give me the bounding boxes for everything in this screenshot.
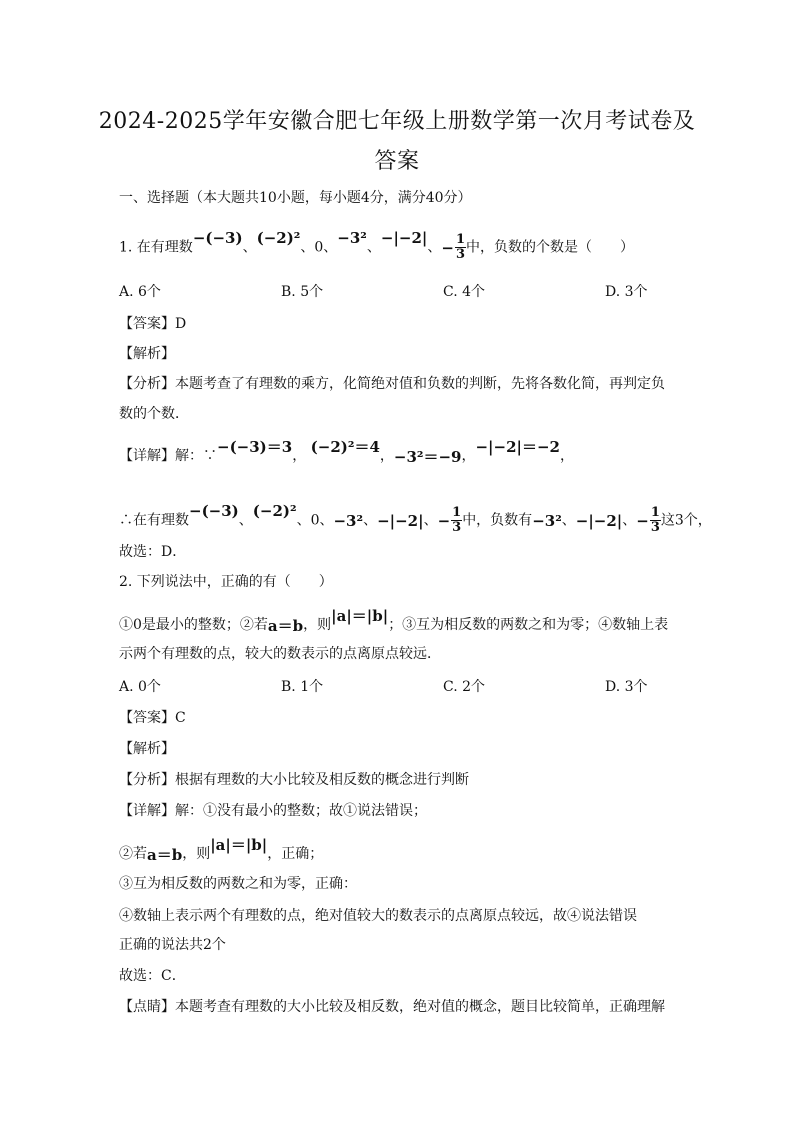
q2-d2-c: ，正确； [267,846,324,862]
q2-fenxi-text: 根据有理数的大小比较及相反数的概念进行判断 [175,772,469,788]
q1-c-term-2: (−2)² [252,501,297,520]
q1-option-c: C. 4个 [443,284,486,300]
q2-statement-line1 [119,606,669,636]
q2-statement-line2: 示两个有理数的点，较大的数表示的点离原点较远． [119,646,441,662]
q1-prefix: 1. 在有理数 [119,239,193,256]
q2-option-b: B. 1个 [281,679,324,695]
q1-answer: 【答案】D [119,316,187,332]
q1-term-3: 0 [314,239,324,256]
question-2-stem: 2. 下列说法中，正确的有（ ） [119,574,333,590]
q1-detail-label: 【详解】 [119,448,175,464]
q2-d2-a: ②若 [119,846,147,862]
q2-d2-b: ，则 [182,846,211,862]
q2-d2-abs-eq: |a|＝|b| [210,835,268,854]
q2-detail-2 [119,835,324,865]
q1-fenxi-label: 【分析】 [119,376,175,392]
section-heading: 一、选择题（本大题共10小题，每小题4分，满分40分） [119,190,472,206]
q1-neg-1: −3² [532,511,562,530]
document-title-line2: 答案 [374,149,420,174]
q2-option-d: D. 3个 [605,679,648,695]
q1-suffix: 中，负数的个数是（ ） [466,239,634,256]
q1-c-term-3: 0 [310,512,320,529]
q1-conclusion-prefix: ∴在有理数 [119,512,189,529]
q1-choose: 故选：D． [119,544,187,560]
q2-detail-3: ③互为相反数的两数之和为零，正确： [119,876,357,892]
q1-c-term-4: −3² [333,511,364,530]
q2-dianjing [119,996,665,1016]
q2-line1-a: ①0是最小的整数；②若 [119,617,268,633]
q1-term-4: −3² [337,228,367,247]
document-title-line1: 2024-2025学年安徽合肥七年级上册数学第一次月考试卷及 [98,109,696,134]
q1-detail-text: 解：∵ [175,448,217,464]
q2-detail-text: 解：①没有最小的整数；故①说法错误； [175,803,427,819]
q1-detail: 【详解】解：∵−(−3)＝3， (−2)²＝4，−3²＝−9，−|−2|＝−2， [119,437,574,466]
q2-abs-eq: |a|＝|b| [331,606,389,625]
q2-detail-5: 正确的说法共2个 [119,937,226,953]
q1-eq-3: −3²＝−9 [393,447,462,466]
q2-dianjing-label: 【点睛】 [119,999,175,1015]
q1-conclusion: ∴在有理数−(−3)、(−2)²、0、−3²、−|−2|、− $\frac{1}{3}$ 中，负数有−3²、−|−2|、− $\frac{1}{3}$ 这3个， [119,501,712,535]
q1-option-d: D. 3个 [605,284,648,300]
q2-line1-c: ；③互为相反数的两数之和为零；④数轴上表 [388,617,669,633]
q1-analysis-label: 【解析】 [119,346,175,362]
q2-line1-b: ，则 [303,617,332,633]
q1-fenxi [119,373,665,393]
question-1-stem: 1. 在有理数−(−3)、(−2)²、0、−3²、−|−2|、− $\frac{1}{3}$ 中，负数的个数是（ ） [119,228,634,262]
q1-term-2: (−2)² [256,228,301,247]
q2-option-c: C. 2个 [443,679,486,695]
q2-option-a: A. 0个 [119,679,161,695]
q1-term-5: −|−2| [380,228,428,247]
q2-detail-4: ④数轴上表示两个有理数的点，绝对值较大的数表示的点离原点较远，故④说法错误 [119,908,637,924]
q1-term-1: −(−3) [192,228,243,247]
q2-dianjing-text: 本题考查有理数的大小比较及相反数，绝对值的概念，题目比较简单，正确理解 [175,999,665,1015]
q1-fenxi-continued: 数的个数． [119,406,189,422]
q2-choose: 故选：C． [119,968,186,984]
q1-neg-2: −|−2| [575,511,623,530]
q1-term-6-fraction: $\frac{1}{3}$ [455,232,465,262]
q2-detail [119,800,427,820]
q1-fenxi-text: 本题考查了有理数的乘方，化简绝对值和负数的判断，先将各数化简，再判定负 [175,376,665,392]
q1-c-term-1: −(−3) [189,501,239,520]
q1-option-b: B. 5个 [281,284,324,300]
q1-conclusion-mid: 中，负数有 [462,512,533,529]
q2-a-eq-b: a＝b [267,616,304,635]
q1-c-term-6-fraction: $\frac{1}{3}$ [452,505,462,535]
q1-eq-2: (−2)²＝4 [310,437,380,456]
q2-answer: 【答案】C [119,710,186,726]
q2-fenxi-label: 【分析】 [119,772,175,788]
q2-fenxi [119,769,469,789]
q1-term-6-sign: − [441,238,454,257]
q1-conclusion-suffix: 这3个， [660,512,712,529]
q2-d2-a-eq-b: a＝b [147,845,183,864]
q1-eq-4: −|−2|＝−2 [475,437,560,456]
q1-c-term-5: −|−2| [377,511,424,530]
q1-neg-3-fraction: $\frac{1}{3}$ [650,505,660,535]
q1-option-a: A. 6个 [119,284,161,300]
q2-detail-label: 【详解】 [119,803,175,819]
q1-eq-1: −(−3)＝3 [217,437,293,456]
q2-analysis-label: 【解析】 [119,741,175,757]
